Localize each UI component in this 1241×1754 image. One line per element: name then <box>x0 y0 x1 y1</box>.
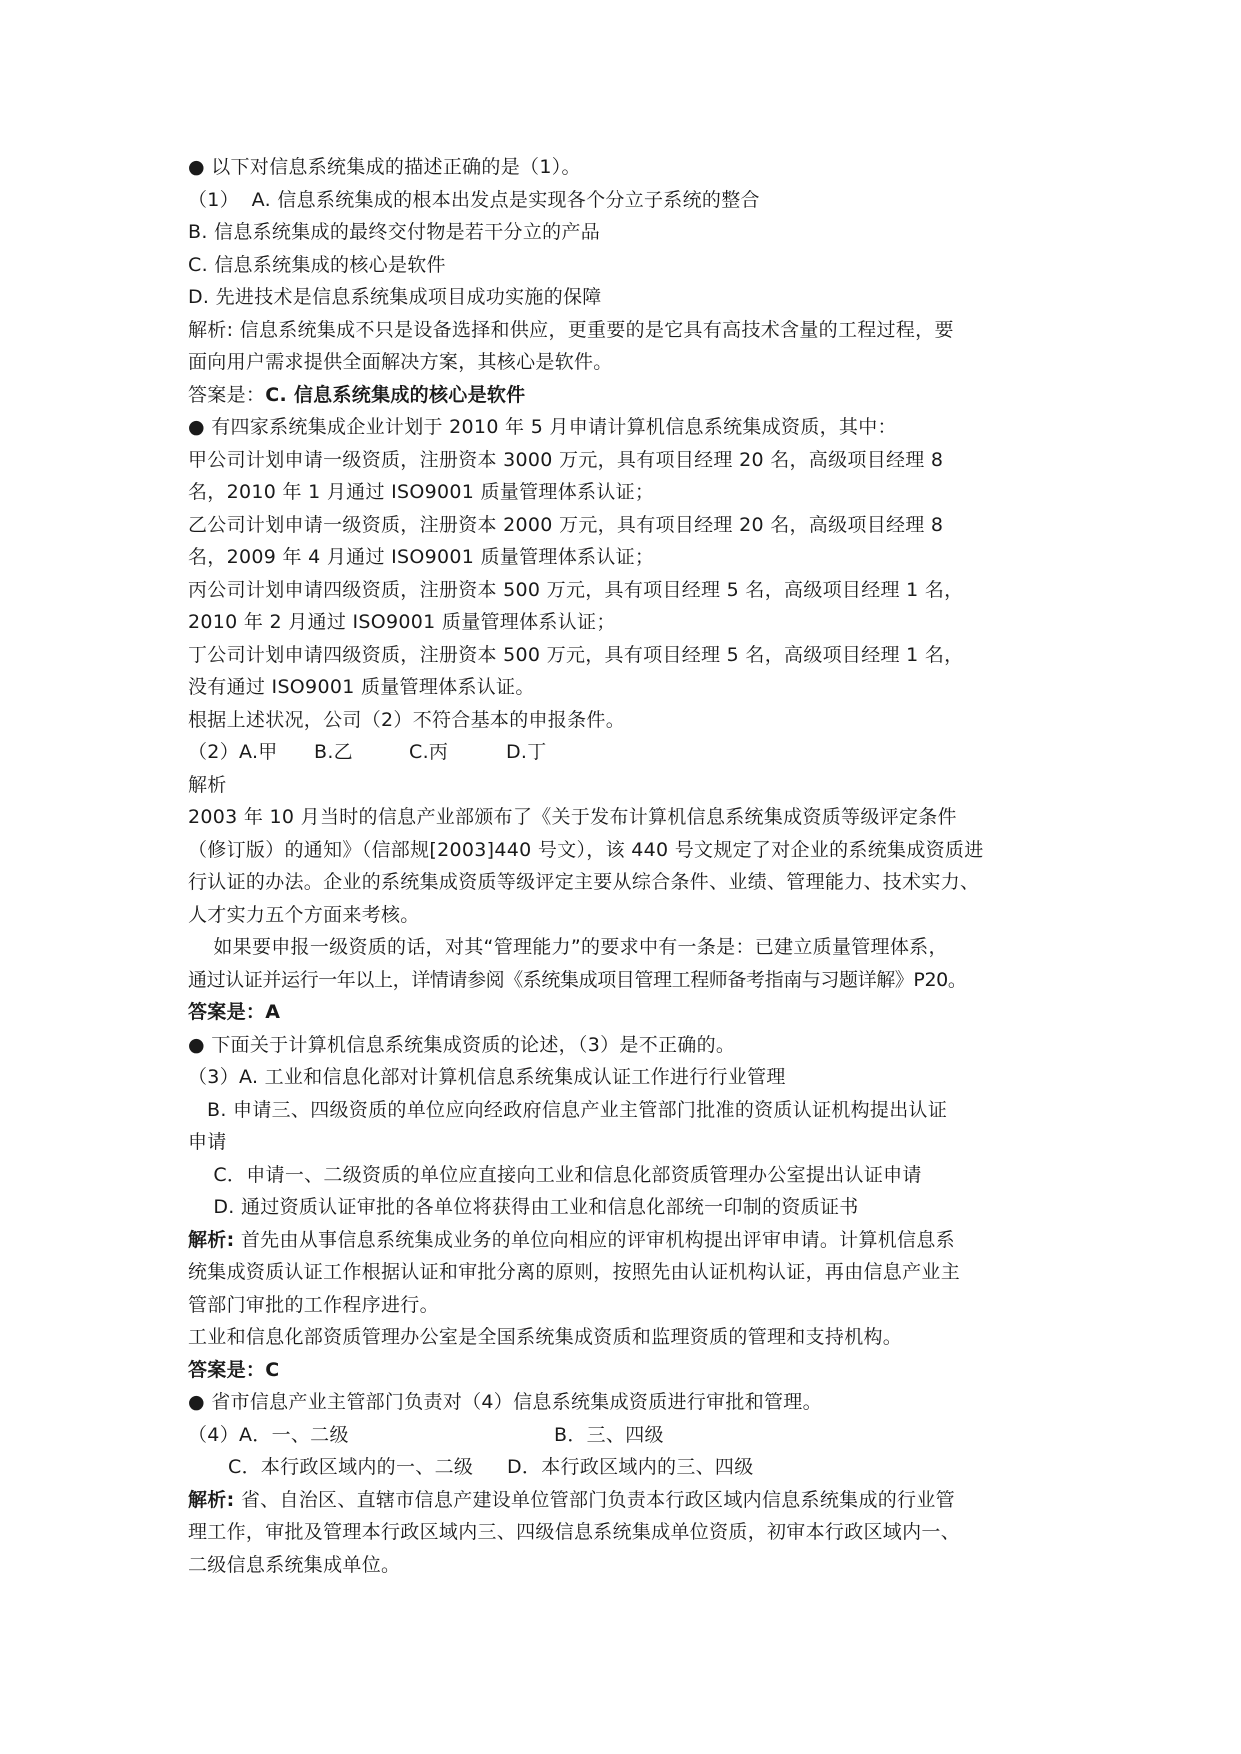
company-ding-line-2: 没有通过 ISO9001 质量管理体系认证。 <box>188 676 535 698</box>
question-4-analysis <box>188 1484 1068 1517</box>
question-4-options-row-2 <box>188 1451 1068 1484</box>
question-1-answer <box>188 379 1068 412</box>
question-3-option-b: B. 申请三、四级资质的单位应向经政府信息产业主管部门批准的资质认证机构提出认证 <box>188 1098 948 1121</box>
question-1-stem: ● 以下对信息系统集成的描述正确的是（1）。 <box>188 156 581 178</box>
question-2-analysis-p2-cont: 通过认证并运行一年以上，详情请参阅《系统集成项目管理工程师备考指南与习题详解》P20。 <box>188 968 967 991</box>
question-3-answer: 答案是：C <box>188 1358 280 1381</box>
question-1-option-b: B. 信息系统集成的最终交付物是若干分立的产品 <box>188 221 601 243</box>
question-3-analysis-cont: 管部门审批的工作程序进行。 <box>188 1293 439 1316</box>
question-1-option-d: D. 先进技术是信息系统集成项目成功实施的保障 <box>188 286 602 308</box>
company-bing-line-1: 丙公司计划申请四级资质，注册资本 500 万元，具有项目经理 5 名，高级项目经理 1 名， <box>188 578 964 601</box>
option-a: A.甲 <box>239 741 278 763</box>
analysis-label: 解析: <box>188 1228 235 1251</box>
company-ding-line-1: 丁公司计划申请四级资质，注册资本 500 万元，具有项目经理 5 名，高级项目经理 1 名， <box>188 643 964 666</box>
question-1-option-c: C. 信息系统集成的核心是软件 <box>188 253 446 276</box>
analysis-text: 省、自治区、直辖市信息产建设单位管部门负责本行政区域内信息系统集成的行业管 <box>234 1488 955 1511</box>
question-3-stem: ● 下面关于计算机信息系统集成资质的论述，（3）是不正确的。 <box>188 1033 736 1056</box>
question-1-option-a: （1） A. 信息系统集成的根本出发点是实现各个分立子系统的整合 <box>188 188 760 211</box>
question-2-analysis-p1-cont: 行认证的办法。企业的系统集成资质等级评定主要从综合条件、业绩、管理能力、技术实力、 <box>188 871 980 893</box>
question-3-option-a: （3）A. 工业和信息化部对计算机信息系统集成认证工作进行行业管理 <box>188 1066 786 1088</box>
company-jia-line-2: 名，2010 年 1 月通过 ISO9001 质量管理体系认证； <box>188 481 655 503</box>
question-2-stem: ● 有四家系统集成企业计划于 2010 年 5 月申请计算机信息系统集成资质，其中： <box>188 416 897 438</box>
question-2-analysis-title: 解析 <box>188 773 227 796</box>
options-prefix: （2） <box>188 741 239 763</box>
analysis-label: 解析: <box>188 1488 235 1511</box>
company-yi-line-2: 名，2009 年 4 月通过 ISO9001 质量管理体系认证； <box>188 546 655 568</box>
question-2-analysis-p2: 如果要申报一级资质的话，对其“管理能力”的要求中有一条是：已建立质量管理体系， <box>188 936 948 958</box>
question-2-analysis-p1: 2003 年 10 月当时的信息产业部颁布了《关于发布计算机信息系统集成资质等级评定条件 <box>188 806 957 828</box>
question-4-options-row-1 <box>188 1419 1068 1452</box>
company-bing-line-2: 2010 年 2 月通过 ISO9001 质量管理体系认证； <box>188 611 616 633</box>
question-3-analysis-cont: 工业和信息化部资质管理办公室是全国系统集成资质和监理资质的管理和支持机构。 <box>188 1326 903 1348</box>
question-3-option-d: D. 通过资质认证审批的各单位将获得由工业和信息化部统一印制的资质证书 <box>188 1196 859 1218</box>
option-b: B．三、四级 <box>554 1423 664 1446</box>
answer-text: C. 信息系统集成的核心是软件 <box>265 383 526 406</box>
question-2-analysis-p1-cont: （修订版）的通知》（信部规[2003]440 号文），该 440 号文规定了对企业的系统集成资质进 <box>188 838 984 861</box>
question-3-analysis <box>188 1224 1068 1257</box>
document-body <box>188 151 1068 1581</box>
analysis-text: 首先由从事信息系统集成业务的单位向相应的评审机构提出评审申请。计算机信息系 <box>234 1228 955 1251</box>
question-4-stem: ● 省市信息产业主管部门负责对（4）信息系统集成资质进行审批和管理。 <box>188 1391 822 1413</box>
option-d: D．本行政区域内的三、四级 <box>507 1456 754 1478</box>
question-2-options <box>188 736 1068 769</box>
question-3-analysis-cont: 统集成资质认证工作根据认证和审批分离的原则，按照先由认证机构认证，再由信息产业主 <box>188 1261 961 1283</box>
question-4-analysis-cont: 理工作，审批及管理本行政区域内三、四级信息系统集成单位资质，初审本行政区域内一、 <box>188 1521 961 1543</box>
option-c: C．本行政区域内的一、二级 <box>228 1456 474 1478</box>
company-yi-line-1: 乙公司计划申请一级资质，注册资本 2000 万元，具有项目经理 20 名，高级项目经理 8 <box>188 513 944 536</box>
option-c: C.丙 <box>409 741 449 763</box>
option-d: D.丁 <box>506 741 547 763</box>
question-2-analysis-p1-cont: 人才实力五个方面来考核。 <box>188 903 420 926</box>
option-a: （4）A．一、二级 <box>188 1423 349 1446</box>
question-4-analysis-cont: 二级信息系统集成单位。 <box>188 1553 401 1576</box>
question-1-analysis-cont: 面向用户需求提供全面解决方案，其核心是软件。 <box>188 351 613 373</box>
question-2-ask: 根据上述状况，公司（2）不符合基本的申报条件。 <box>188 708 625 731</box>
question-3-option-b-cont: 申请 <box>188 1131 227 1153</box>
question-3-option-c: C．申请一、二级资质的单位应直接向工业和信息化部资质管理办公室提出认证申请 <box>188 1163 922 1186</box>
question-2-answer: 答案是：A <box>188 1001 281 1023</box>
option-b: B.乙 <box>314 741 353 763</box>
company-jia-line-1: 甲公司计划申请一级资质，注册资本 3000 万元，具有项目经理 20 名，高级项目经理 8 <box>188 448 944 471</box>
answer-label: 答案是： <box>188 383 266 406</box>
question-1-analysis: 解析: 信息系统集成不只是设备选择和供应，更重要的是它具有高技术含量的工程过程，要 <box>188 318 954 341</box>
